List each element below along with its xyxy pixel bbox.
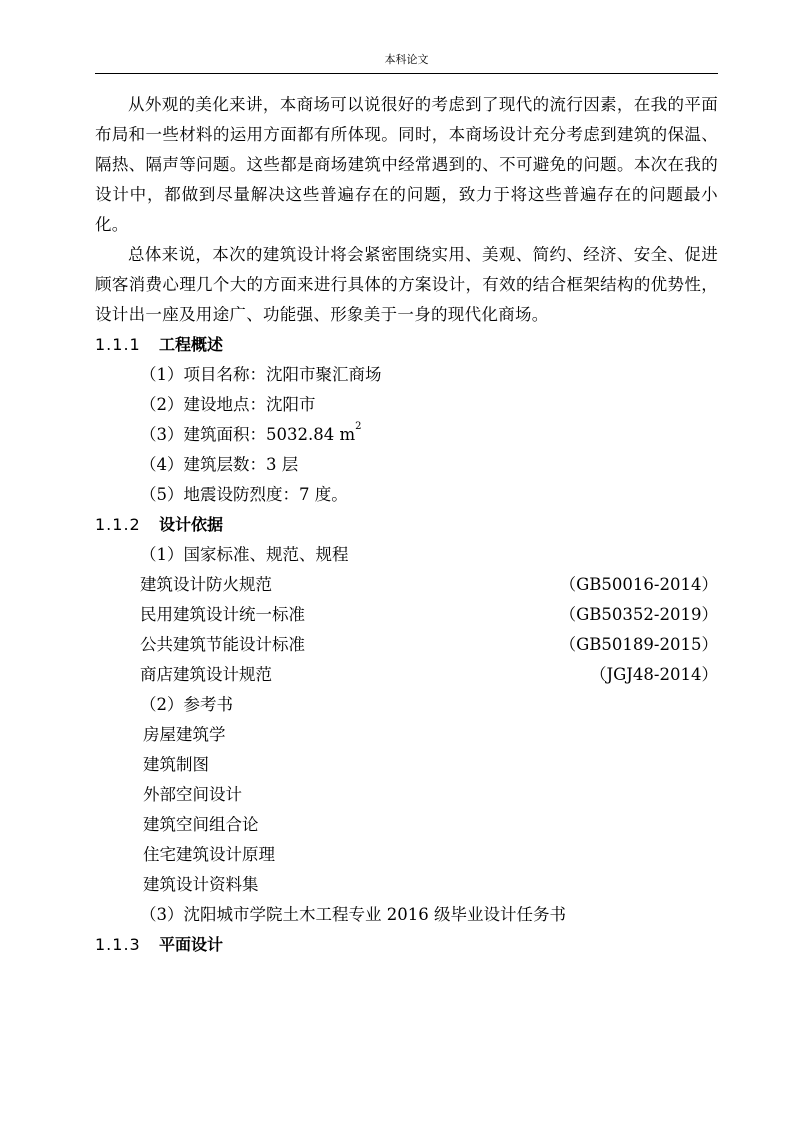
- standard-row: [95, 630, 718, 660]
- section-title: 工程概述: [159, 335, 224, 354]
- standard-row: [95, 660, 718, 690]
- reference-book: 建筑空间组合论: [143, 815, 259, 834]
- standard-code: （GB50016-2014）: [559, 575, 718, 594]
- project-item-location: （2）建设地点：沈阳市: [140, 395, 316, 414]
- section-title: 平面设计: [159, 935, 224, 954]
- section-heading-overview: [95, 330, 718, 360]
- project-item-floors: （4）建筑层数：3 层: [140, 455, 299, 474]
- area-superscript: 2: [355, 421, 362, 432]
- standard-row: [95, 570, 718, 600]
- project-item-area: [95, 420, 718, 450]
- reference-book: 建筑设计资料集: [143, 875, 259, 894]
- section-heading-basis: [95, 510, 718, 540]
- standard-name: 商店建筑设计规范: [140, 665, 272, 684]
- header-rule: [95, 73, 718, 74]
- area-text: （3）建筑面积：5032.84 m: [140, 425, 356, 444]
- section-number: 1.1.2: [95, 515, 141, 534]
- section-heading-plan: [95, 930, 718, 960]
- paragraph-appearance: 从外观的美化来讲，本商场可以说很好的考虑到了现代的流行因素，在我的平面布局和一些材料的运用方面都有所体现。同时，本商场设计充分考虑到建筑的保温、隔热、隔声等问题。这些都是商场建筑中经常遇到的、不可避免的问题。本次在我的设计中，都做到尽量解决这些普遍存在的问题，致力于将这些普遍存在的问题最小化。: [95, 95, 718, 234]
- project-item-seismic: （5）地震设防烈度：7 度。: [140, 485, 348, 504]
- reference-book: 建筑制图: [143, 755, 209, 774]
- section-number: 1.1.3: [95, 935, 141, 954]
- page-content: [95, 90, 718, 960]
- standard-code: （GB50352-2019）: [559, 605, 718, 624]
- standard-name: 建筑设计防火规范: [140, 575, 272, 594]
- standard-code: （GB50189-2015）: [559, 635, 718, 654]
- basis-sub-assignment: （3）沈阳城市学院土木工程专业 2016 级毕业设计任务书: [140, 905, 566, 924]
- reference-book: 外部空间设计: [143, 785, 242, 804]
- standard-name: 公共建筑节能设计标准: [140, 635, 305, 654]
- standard-code: （JGJ48-2014）: [590, 665, 718, 684]
- page-header: 本科论文: [384, 53, 429, 66]
- standard-row: [95, 600, 718, 630]
- standard-name: 民用建筑设计统一标准: [140, 605, 305, 624]
- section-title: 设计依据: [159, 515, 224, 534]
- project-item-name: （1）项目名称：沈阳市聚汇商场: [140, 365, 382, 384]
- reference-book: 住宅建筑设计原理: [143, 845, 275, 864]
- reference-book: 房屋建筑学: [143, 725, 226, 744]
- section-number: 1.1.1: [95, 335, 141, 354]
- basis-sub-references: （2）参考书: [140, 695, 233, 714]
- basis-sub-standards: （1）国家标准、规范、规程: [140, 545, 349, 564]
- paragraph-summary: 总体来说，本次的建筑设计将会紧密围绕实用、美观、简约、经济、安全、促进顾客消费心理几个大的方面来进行具体的方案设计，有效的结合框架结构的优势性，设计出一座及用途广、功能强、形象美于一身的现代化商场。: [95, 245, 718, 324]
